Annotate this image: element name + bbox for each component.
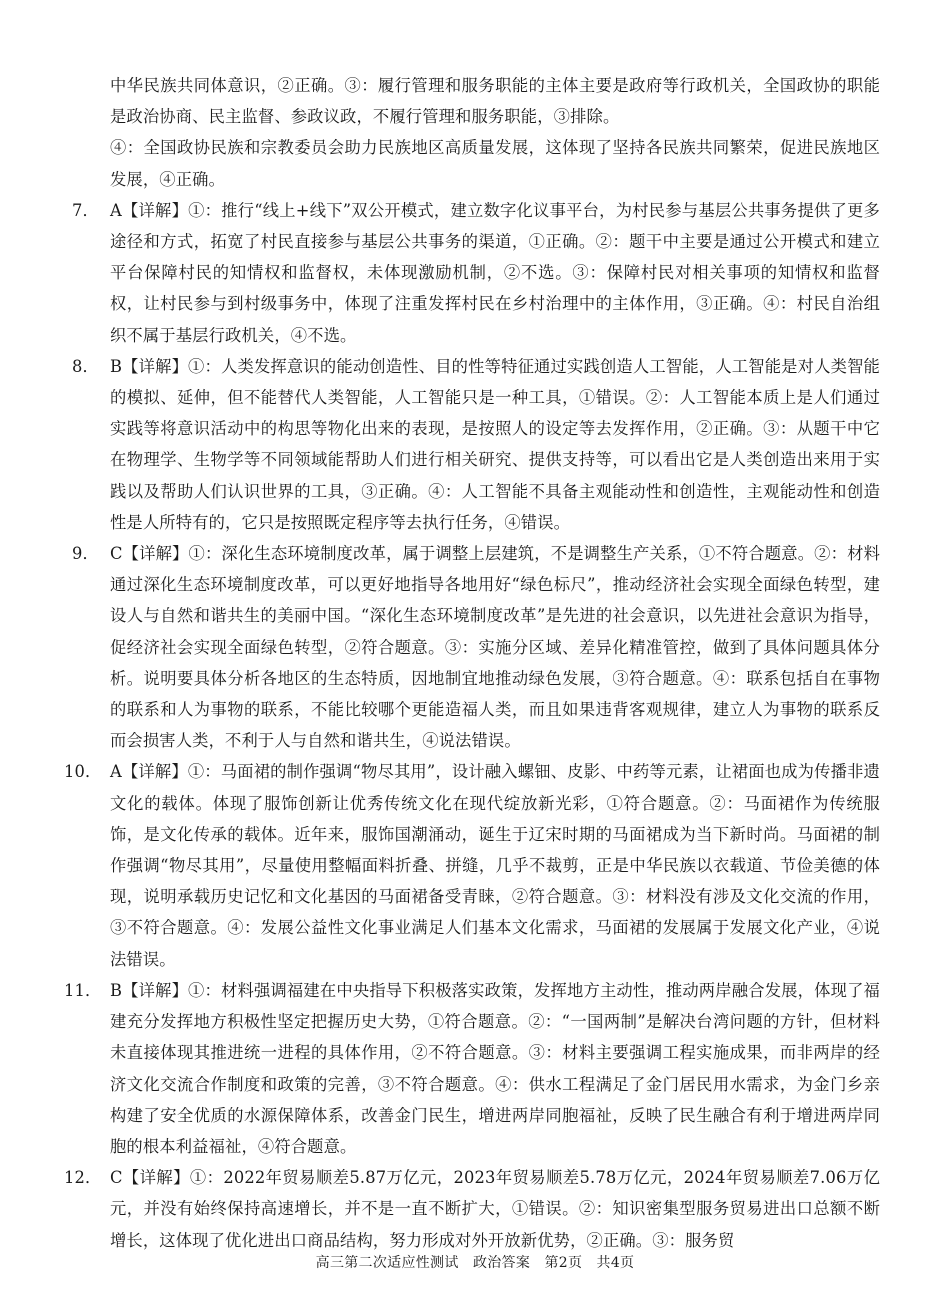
answer-item-9	[0, 538, 880, 756]
item-number: 7．	[72, 200, 99, 220]
page-footer: 高三第二次适应性测试 政治答案 第2页 共4页	[315, 1255, 635, 1271]
item-number: 10．	[64, 762, 102, 782]
item-text: B【详解】①：人类发挥意识的能动创造性、目的性等特征通过实践创造人工智能，人工智能是对人类智能的模拟、延伸，但不能替代人类智能，人工智能只是一种工具，①错误。②：人工智能本质上是人们通过实践等将意识活动中的构思等物化出来的表现，是按照人的设定等去发挥作用，②正确。③：从题干中它在物理学、生物学等不同领域能帮助人们进行相关研究、提供支持等，可以看出它是人类创造出来用于实践以及帮助人们认识世界的工具，③正确。④：人工智能不具备主观能动性和创造性，主观能动性和创造性是人所特有的，它只是按照既定程序等去执行任务，④错误。	[110, 356, 880, 532]
item-number: 11．	[64, 980, 102, 1000]
paragraph-continuation: 中华民族共同体意识，②正确。③：履行管理和服务职能的主体主要是政府等行政机关，全国政协的职能是政治协商、民主监督、参政议政，不履行管理和服务职能，③排除。	[110, 76, 880, 127]
item-text: B【详解】①：材料强调福建在中央指导下积极落实政策，发挥地方主动性，推动两岸融合发展，体现了福建充分发挥地方积极性坚定把握历史大势，①符合题意。②：“一国两制”是解决台湾问题的方针，但材料未直接体现其推进统一进程的具体作用，②不符合题意。③：材料主要强调工程实施成果，而非两岸的经济文化交流合作制度和政策的完善，③不符合题意。④：供水工程满足了金门居民用水需求，为金门乡亲构建了安全优质的水源保障体系，改善金门民生，增进两岸同胞福祉，反映了民生融合有利于增进两岸同胞的根本利益福祉，④符合题意。	[110, 980, 880, 1156]
item-number: 8．	[72, 356, 99, 376]
item-text: A【详解】①：推行“线上+线下”双公开模式，建立数字化议事平台，为村民参与基层公共事务提供了更多途径和方式，拓宽了村民直接参与基层公共事务的渠道，①正确。②：题干中主要是通过公开模式和建立平台保障村民的知情权和监督权，未体现激励机制，②不选。③：保障村民对相关事项的知情权和监督权，让村民参与到村级事务中，体现了注重发挥村民在乡村治理中的主体作用，③正确。④：村民自治组织不属于基层行政机关，④不选。	[110, 200, 880, 345]
answer-item-8	[0, 351, 880, 538]
item-text: C【详解】①：2022年贸易顺差5.87万亿元，2023年贸易顺差5.78万亿元，2024年贸易顺差7.06万亿元，并没有始终保持高速增长，并不是一直不断扩大，①错误。②：知识密集型服务贸易进出口总额不断增长，这体现了优化进出口商品结构，努力形成对外开放新优势，②正确。③：服务贸	[110, 1168, 880, 1250]
answer-item-12	[0, 1162, 880, 1256]
answer-item-10	[0, 756, 880, 974]
item-number: 9．	[72, 544, 99, 564]
item-number: 12．	[64, 1168, 102, 1188]
item-text: A【详解】①：马面裙的制作强调“物尽其用”，设计融入螺钿、皮影、中药等元素，让裙面也成为传播非遗文化的载体。体现了服饰创新让优秀传统文化在现代绽放新光彩，①符合题意。②：马面裙作为传统服饰，是文化传承的载体。近年来，服饰国潮涌动，诞生于辽宋时期的马面裙成为当下新时尚。马面裙的制作强调“物尽其用”，尽量使用整幅面料折叠、拼缝，几乎不裁剪，正是中华民族以衣载道、节俭美德的体现，说明承载历史记忆和文化基因的马面裙备受青睐，②符合题意。③：材料没有涉及文化交流的作用，③不符合题意。④：发展公益性文化事业满足人们基本文化需求，马面裙的发展属于发展文化产业，④说法错误。	[110, 762, 880, 969]
answer-item-7	[0, 195, 880, 351]
paragraph-point-4: ④：全国政协民族和宗教委员会助力民族地区高质量发展，这体现了坚持各民族共同繁荣，促进民族地区发展，④正确。	[110, 138, 880, 189]
item-text: C【详解】①：深化生态环境制度改革，属于调整上层建筑，不是调整生产关系，①不符合题意。②：材料通过深化生态环境制度改革，可以更好地指导各地用好“绿色标尺”，推动经济社会实现全面绿色转型，建设人与自然和谐共生的美丽中国。“深化生态环境制度改革”是先进的社会意识，以先进社会意识为指导，促经济社会实现全面绿色转型，②符合题意。③：实施分区域、差异化精准管控，做到了具体问题具体分析。说明要具体分析各地区的生态特质，因地制宜地推动绿色发展，③符合题意。④：联系包括自在事物的联系和人为事物的联系，不能比较哪个更能造福人类，而且如果违背客观规律，建立人为事物的联系反而会损害人类，不利于人与自然和谐共生，④说法错误。	[110, 544, 880, 751]
document-body	[0, 70, 950, 1256]
answer-item-11	[0, 975, 880, 1162]
